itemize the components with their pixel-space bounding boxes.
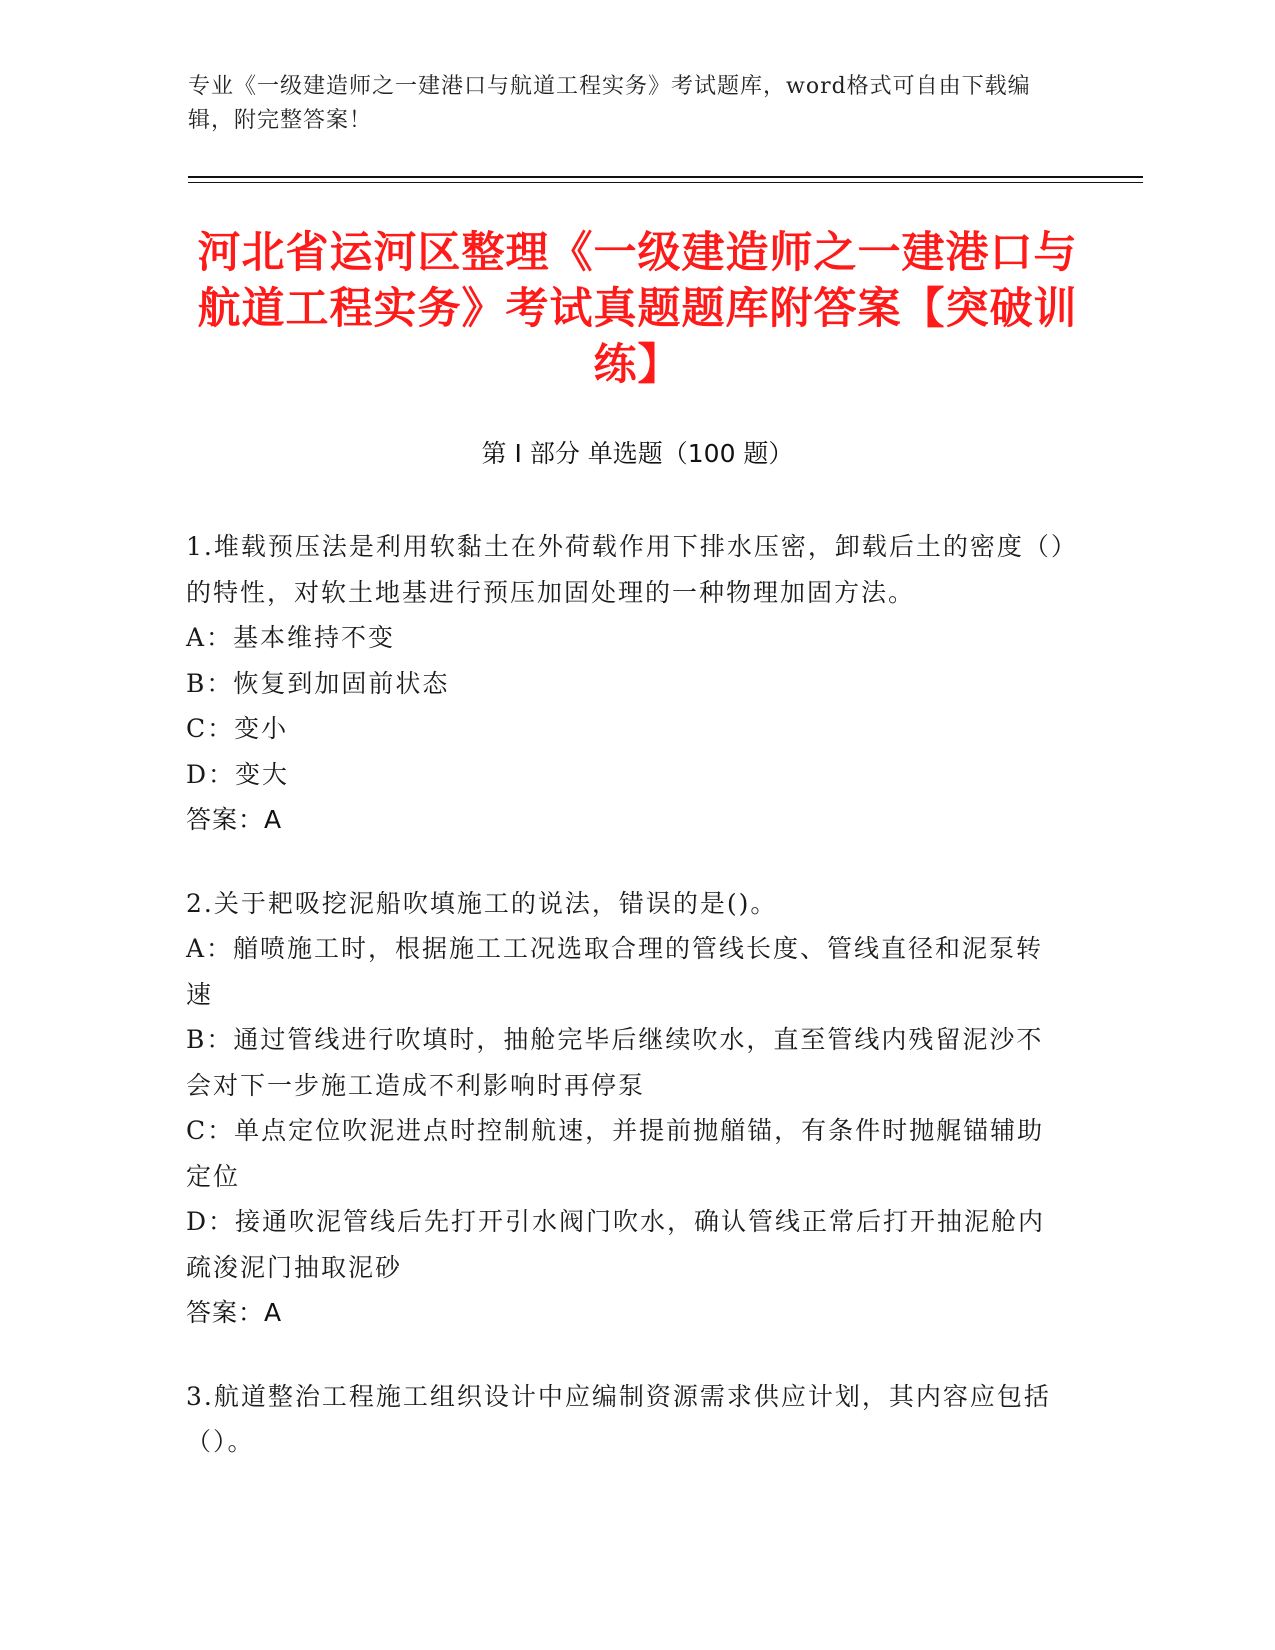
- question-list: [186, 524, 1066, 1503]
- question-3: [186, 1374, 1066, 1465]
- option-c: C：单点定位吹泥进点时控制航速，并提前抛艏锚，有条件时抛艉锚辅助定位: [186, 1116, 1045, 1191]
- option-d: D：接通吹泥管线后先打开引水阀门吹水，确认管线正常后打开抽泥舱内疏浚泥门抽取泥砂: [186, 1207, 1046, 1282]
- option-b: B：通过管线进行吹填时，抽舱完毕后继续吹水，直至管线内残留泥沙不会对下一步施工造成不利影响时再停泵: [186, 1025, 1044, 1100]
- header-rule-thick: [188, 176, 1143, 178]
- option-a: A：艏喷施工时，根据施工工况选取合理的管线长度、管线直径和泥泵转速: [186, 934, 1044, 1009]
- header-rule-thin: [188, 182, 1143, 183]
- answer: 答案：A: [186, 805, 283, 834]
- option-c: C：变小: [186, 714, 289, 743]
- question-stem: 1.堆载预压法是利用软黏土在外荷载作用下排水压密，卸载后土的密度（）的特性，对软土地基进行预压加固处理的一种物理加固方法。: [186, 532, 1066, 607]
- header-note: 专业《一级建造师之一建港口与航道工程实务》考试题库，word格式可自由下载编辑，附完整答案！: [188, 74, 1031, 133]
- document-title: 河北省运河区整理《一级建造师之一建港口与航道工程实务》考试真题题库附答案【突破训练】: [197, 228, 1078, 390]
- question-1: [186, 524, 1066, 843]
- answer: 答案：A: [186, 1298, 283, 1327]
- question-stem: 2.关于耙吸挖泥船吹填施工的说法，错误的是()。: [186, 888, 778, 918]
- question-2: [186, 881, 1066, 1336]
- question-stem: 3.航道整治工程施工组织设计中应编制资源需求供应计划，其内容应包括（）。: [186, 1381, 1051, 1456]
- option-d: D：变大: [186, 759, 290, 789]
- option-b: B：恢复到加固前状态: [186, 668, 450, 698]
- section-title: 第 I 部分 单选题（100 题）: [481, 439, 794, 468]
- option-a: A：基本维持不变: [186, 623, 396, 652]
